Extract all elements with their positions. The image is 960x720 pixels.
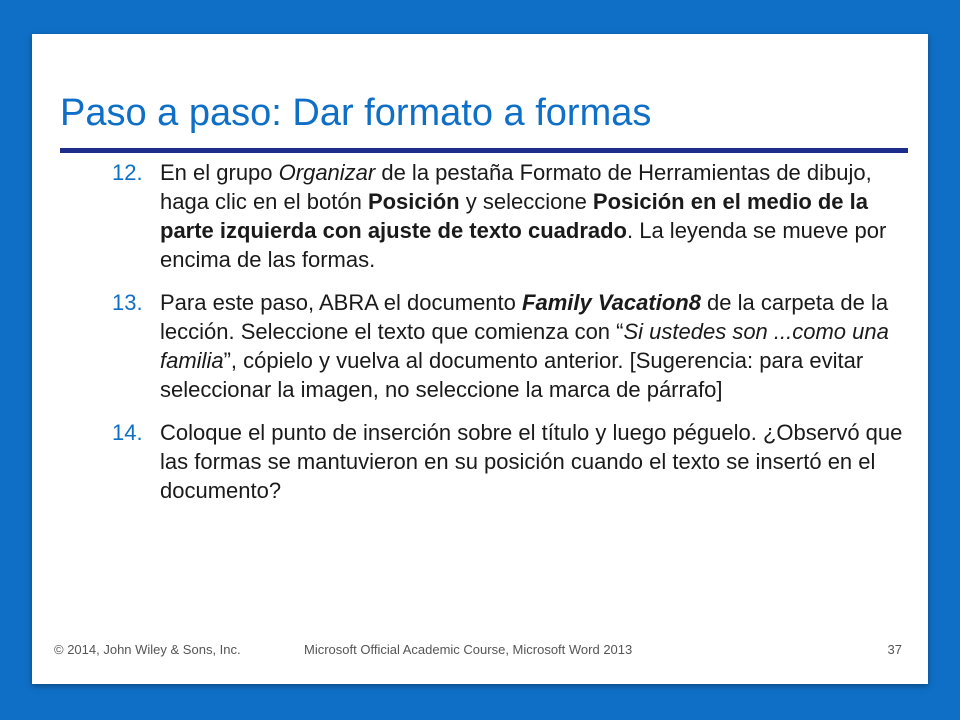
text-run: Coloque el punto de inserción sobre el título y luego péguelo. ¿Observó que las formas se mantuvieron en su posición cuando el texto se insertó en el documento?: [160, 420, 903, 503]
step-number: 14.: [112, 420, 143, 445]
text-run: de la pestaña Formato de Herramientas de dibujo, haga clic en el botón: [160, 160, 872, 214]
text-run: . La leyenda se mueve por encima de las formas.: [160, 218, 887, 272]
footer-copyright: © 2014, John Wiley & Sons, Inc.: [54, 642, 241, 657]
text-run: Family Vacation8: [522, 290, 701, 315]
text-run: Si ustedes son ...como una familia: [160, 319, 889, 373]
step-item: [112, 418, 912, 505]
step-text: [160, 290, 889, 402]
title-divider: [60, 148, 908, 153]
slide-title: Paso a paso: Dar formato a formas: [60, 92, 652, 134]
step-item: [112, 288, 912, 404]
text-run: Organizar: [278, 160, 376, 185]
footer-course: Microsoft Official Academic Course, Microsoft Word 2013: [304, 642, 633, 657]
text-run: y seleccione: [459, 189, 593, 214]
step-number: 13.: [112, 290, 143, 315]
text-run: En el grupo: [160, 160, 279, 185]
text-run: Posición en el medio de la parte izquierda con ajuste de texto cuadrado: [160, 189, 868, 243]
step-text: [160, 160, 886, 272]
footer-page-number: 37: [887, 642, 902, 657]
step-number: 12.: [112, 160, 143, 185]
text-run: de la carpeta de la lección. Seleccione el texto que comienza con “: [160, 290, 889, 344]
step-text: [160, 420, 902, 503]
text-run: Posición: [367, 189, 460, 214]
slide: [32, 34, 928, 684]
text-run: ”, cópielo y vuelva al documento anterior. [Sugerencia: para evitar seleccionar la imagen, no seleccione la marca de párrafo]: [160, 348, 864, 402]
step-item: [112, 158, 912, 274]
text-run: Para este paso, ABRA el documento: [160, 290, 523, 315]
steps-list: [112, 158, 912, 519]
